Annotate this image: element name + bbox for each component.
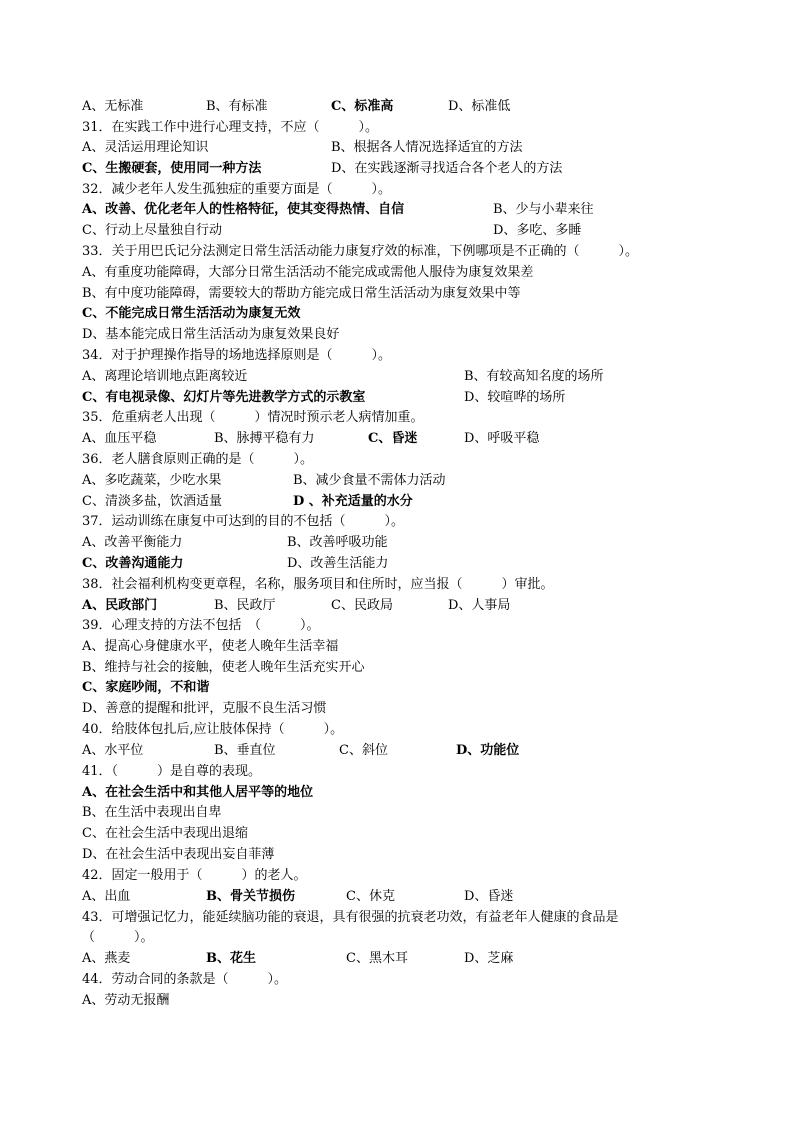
option-43-d: D、芝麻 bbox=[464, 951, 514, 966]
option-39-d: D、善意的提醒和批评，克服不良生活习惯 bbox=[82, 701, 327, 716]
option-38-c: C、民政局 bbox=[331, 598, 393, 613]
option-37-c-answer: C、改善沟通能力 bbox=[82, 556, 184, 571]
option-36-a: A、多吃蔬菜，少吃水果 bbox=[82, 473, 222, 488]
question-33: 33．关于用巴氏记分法测定日常生活活动能力康复疗效的标准，下例哪项是不正确的（ ）。 bbox=[82, 244, 639, 259]
option-36-c: C、清淡多盐，饮酒适量 bbox=[82, 494, 222, 509]
option-30-d: D、标准低 bbox=[448, 99, 511, 114]
option-33-d: D、基本能完成日常生活活动为康复效果良好 bbox=[82, 327, 340, 342]
option-42-a: A、出血 bbox=[82, 889, 131, 904]
option-34-d: D、较喧哗的场所 bbox=[464, 390, 566, 405]
question-38: 38．社会福利机构变更章程，名称，服务项目和住所时，应当报（ ）审批。 bbox=[82, 577, 554, 592]
option-36-d-answer: D 、补充适量的水分 bbox=[293, 494, 413, 509]
option-32-b: B、少与小辈来往 bbox=[493, 202, 594, 217]
question-39: 39．心理支持的方法不包括 （ ）。 bbox=[82, 618, 320, 633]
option-41-d: D、在社会生活中表现出妄自菲薄 bbox=[82, 847, 275, 862]
question-42: 42．固定一般用于（ ）的老人。 bbox=[82, 868, 307, 883]
option-30-c-answer: C、标准高 bbox=[331, 99, 394, 114]
question-40: 40．给肢体包扎后,应让肢体保持（ ）。 bbox=[82, 722, 344, 737]
question-43-blank: （ ）。 bbox=[82, 930, 154, 945]
option-36-b: B、减少食量不需体力活动 bbox=[293, 473, 446, 488]
option-34-a: A、离理论培训地点距离较近 bbox=[82, 369, 248, 384]
option-44-a: A、劳动无报酬 bbox=[82, 993, 170, 1008]
option-40-a: A、水平位 bbox=[82, 743, 144, 758]
question-31: 31．在实践工作中进行心理支持，不应（ ）。 bbox=[82, 120, 379, 135]
option-40-d-answer: D、功能位 bbox=[456, 743, 520, 758]
option-31-b: B、根据各人情况选择适宜的方法 bbox=[331, 140, 523, 155]
option-31-c-answer: C、生搬硬套，使用同一种方法 bbox=[82, 161, 262, 176]
option-35-d: D、呼吸平稳 bbox=[464, 431, 540, 446]
question-36: 36．老人膳食原则正确的是（ ）。 bbox=[82, 452, 314, 467]
option-38-d: D、人事局 bbox=[448, 598, 511, 613]
question-41: 41．（ ）是自尊的表现。 bbox=[82, 764, 262, 779]
option-43-a: A、燕麦 bbox=[82, 951, 131, 966]
option-42-b-answer: B、骨关节损伤 bbox=[206, 889, 295, 904]
option-34-b: B、有较高知名度的场所 bbox=[464, 369, 604, 384]
option-33-c-answer: C、不能完成日常生活活动为康复无效 bbox=[82, 306, 301, 321]
option-31-d: D、在实践逐渐寻找适合各个老人的方法 bbox=[331, 161, 563, 176]
option-30-a: A、无标准 bbox=[82, 99, 144, 114]
option-35-b: B、脉搏平稳有力 bbox=[214, 431, 315, 446]
option-32-d: D、多吃、多睡 bbox=[493, 223, 582, 238]
option-33-b: B、有中度功能障碍，需要较大的帮助方能完成日常生活活动为康复效果中等 bbox=[82, 286, 521, 301]
option-32-a-answer: A、改善、优化老年人的性格特征，使其变得热情、自信 bbox=[82, 202, 405, 217]
option-39-b: B、维持与社会的接触，使老人晚年生活充实开心 bbox=[82, 660, 365, 675]
question-35: 35．危重病老人出现（ ）情况时预示老人病情加重。 bbox=[82, 410, 424, 425]
option-41-a-answer: A、在社会生活中和其他人居平等的地位 bbox=[82, 785, 314, 800]
option-43-b-answer: B、花生 bbox=[206, 951, 256, 966]
option-32-c: C、行动上尽量独自行动 bbox=[82, 223, 222, 238]
option-31-a: A、灵活运用理论知识 bbox=[82, 140, 209, 155]
question-32: 32．减少老年人发生孤独症的重要方面是（ ）。 bbox=[82, 182, 392, 197]
option-37-d: D、改善生活能力 bbox=[287, 556, 389, 571]
option-40-b: B、垂直位 bbox=[214, 743, 276, 758]
option-34-c-answer: C、有电视录像、幻灯片等先进教学方式的示教室 bbox=[82, 390, 366, 405]
question-37: 37．运动训练在康复中可达到的目的不包括（ ）。 bbox=[82, 514, 405, 529]
option-39-a: A、提高心身健康水平，使老人晚年生活幸福 bbox=[82, 639, 339, 654]
question-43: 43．可增强记忆力，能延续脑功能的衰退，具有很强的抗衰老功效，有益老年人健康的食品是 bbox=[82, 910, 619, 925]
option-38-a-answer: A、民政部门 bbox=[82, 598, 158, 613]
question-44: 44．劳动合同的条款是（ ）。 bbox=[82, 972, 288, 987]
option-38-b: B、民政厅 bbox=[214, 598, 276, 613]
option-35-c-answer: C、昏迷 bbox=[368, 431, 418, 446]
option-37-b: B、改善呼吸功能 bbox=[287, 535, 388, 550]
option-35-a: A、血压平稳 bbox=[82, 431, 157, 446]
option-30-b: B、有标准 bbox=[206, 99, 268, 114]
option-37-a: A、改善平衡能力 bbox=[82, 535, 183, 550]
option-42-d: D、昏迷 bbox=[464, 889, 514, 904]
option-33-a: A、有重度功能障碍，大部分日常生活活动不能完成或需他人服侍为康复效果差 bbox=[82, 265, 534, 280]
option-43-c: C、黑木耳 bbox=[346, 951, 408, 966]
option-41-b: B、在生活中表现出自卑 bbox=[82, 805, 222, 820]
option-40-c: C、斜位 bbox=[339, 743, 388, 758]
question-34: 34．对于护理操作指导的场地选择原则是（ ）。 bbox=[82, 348, 392, 363]
option-42-c: C、休克 bbox=[346, 889, 395, 904]
option-41-c: C、在社会生活中表现出退缩 bbox=[82, 826, 248, 841]
option-39-c-answer: C、家庭吵闹，不和谐 bbox=[82, 680, 210, 695]
